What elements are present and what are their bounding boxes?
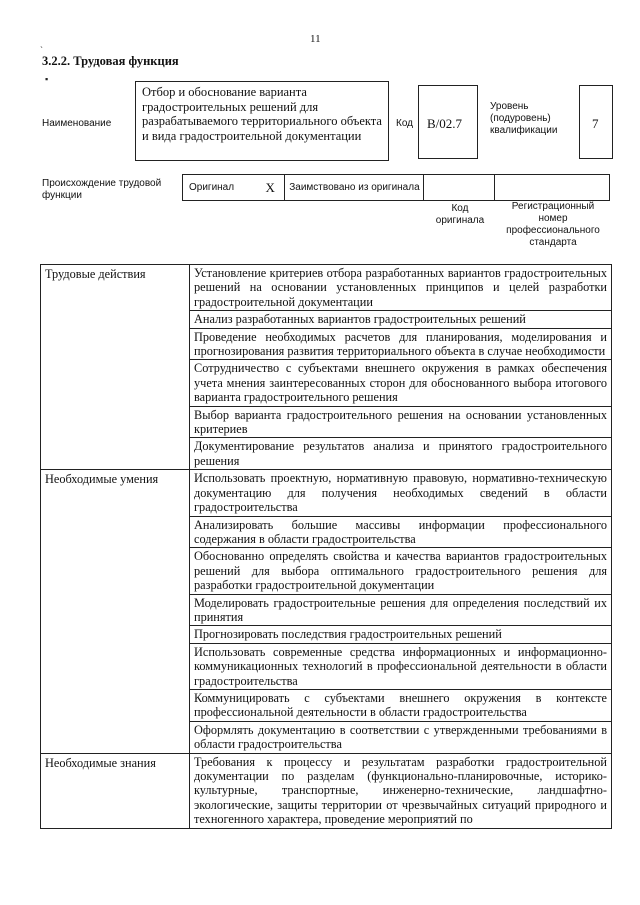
level-value: 7: [592, 116, 599, 131]
section-heading: Необходимые знания: [41, 753, 190, 828]
function-details-body: [41, 265, 612, 829]
level-label: Уровень (подуровень) квалификации: [490, 101, 558, 136]
list-item: Требования к процессу и результатам разработки градостроительной документации по разделам (функционально-планировочные, историко-культурные, транспортные, инженерно-технические, ландшафтно-экологические, защиты территории от чрезвычайных ситуаций природного и техногенного характера, проведение мероприятий по: [190, 753, 612, 828]
reg-number-label: Регистрационный номер профессионального стандарта: [506, 201, 600, 248]
list-item: Анализировать большие массивы информации профессионального содержания в области градостроительства: [190, 516, 612, 548]
name-label: Наименование: [42, 118, 112, 129]
code-value: В/02.7: [427, 116, 463, 131]
list-item: Использовать современные средства информационных и информационно-коммуникационных технологий в профессиональной деятельности в области градостроительства: [190, 643, 612, 689]
original-mark: X: [256, 175, 285, 201]
list-item: Сотрудничество с субъектами внешнего окружения в рамках обеспечения учета мнения заинтересованных сторон для обоснованного выбора итогового варианта градостроительного решения: [190, 360, 612, 406]
function-name-box: Отбор и обоснование варианта градостроительных решений для разрабатываемого территориального объекта и вида градостроительной документации: [135, 81, 389, 161]
list-item: Установление критериев отбора разработанных вариантов градостроительных решений на основании установленных принципов и целей разработки градостроительной документации: [190, 265, 612, 311]
original-label: Оригинал: [183, 175, 257, 201]
origin-table: [182, 174, 610, 201]
table-row: [41, 265, 612, 311]
table-row: [41, 753, 612, 828]
origin-label: Происхождение трудовой функции: [42, 178, 162, 201]
list-item: Прогнозировать последствия градостроительных решений: [190, 626, 612, 643]
table-row: [41, 470, 612, 516]
list-item: Коммуницировать с субъектами внешнего окружения в контексте профессиональной деятельности в области градостроительства: [190, 689, 612, 721]
code-original-label: Код оригинала: [435, 203, 485, 226]
list-item: Документирование результатов анализа и принятого градостроительного решения: [190, 438, 612, 470]
function-details-table: [40, 264, 612, 829]
list-item: Проведение необходимых расчетов для планирования, моделирования и прогнозирования развития территориального объекта в случае необходимости: [190, 328, 612, 360]
list-item: Выбор варианта градостроительного решения на основании установленных критериев: [190, 406, 612, 438]
section-heading: Необходимые умения: [41, 470, 190, 753]
section-heading: Трудовые действия: [41, 265, 190, 470]
borrowed-label: Заимствовано из оригинала: [285, 175, 423, 201]
section-title: 3.2.2. Трудовая функция: [42, 54, 179, 68]
code-original-cell: [423, 175, 494, 201]
list-item: Моделировать градостроительные решения для определения последствий их принятия: [190, 594, 612, 626]
list-item: Использовать проектную, нормативную правовую, нормативно-техническую документацию для получения необходимых сведений в области градостроительства: [190, 470, 612, 516]
page-number: 11: [310, 33, 321, 45]
list-item: Обоснованно определять свойства и качества вариантов градостроительных решений для выбора оптимального градостроительного решения для разработки градостроительной документации: [190, 548, 612, 594]
reg-number-cell: [494, 175, 609, 201]
scan-mark: ▪: [45, 74, 49, 84]
list-item: Оформлять документацию в соответствии с утвержденными требованиями в области градостроительства: [190, 721, 612, 753]
code-label: Код: [396, 118, 414, 129]
scan-mark: ˏ: [40, 38, 43, 48]
list-item: Анализ разработанных вариантов градостроительных решений: [190, 311, 612, 328]
